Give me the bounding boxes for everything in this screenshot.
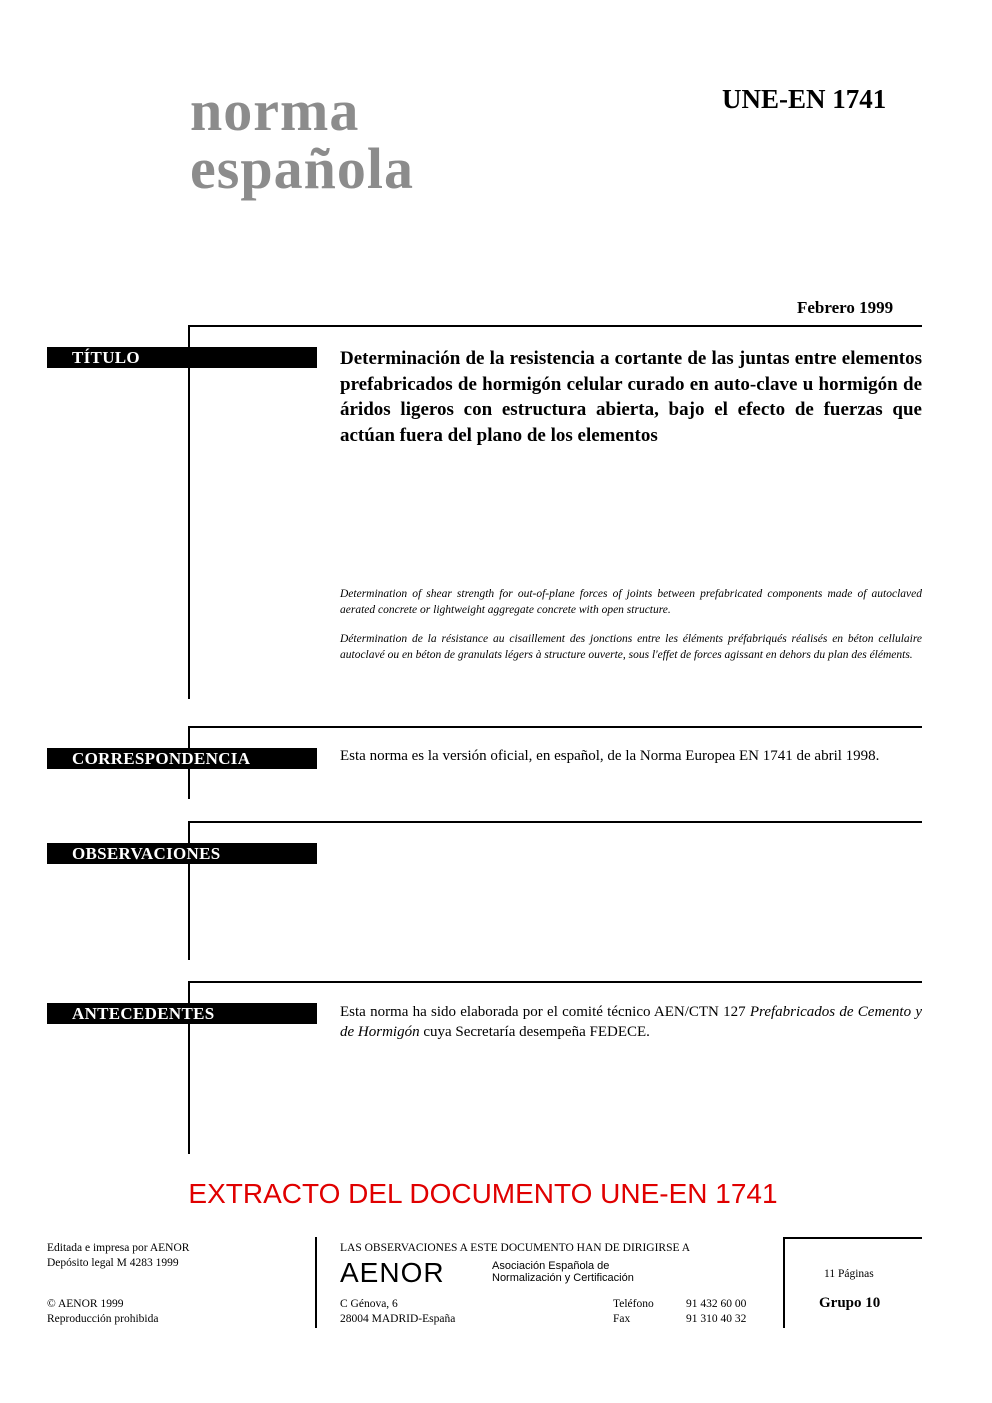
correspondencia-text: Esta norma es la versión oficial, en español, de la Norma Europea EN 1741 de abril 1998. [340,748,880,764]
titulo-text: Determinación de la resistencia a cortante de las juntas entre elementos prefabricados de hormigón celular curado en auto-clave u hormigón de áridos ligeros con estructura abierta, bajo el efecto de fuerzas que actúan fuera del plano de los elementos [340,348,922,446]
norma-espanola-heading [190,78,414,201]
footer-observaciones-dirigir: LAS OBSERVACIONES A ESTE DOCUMENTO HAN DE DIRIGIRSE A [340,1242,691,1254]
standard-code: UNE-EN 1741 [722,84,887,114]
espanola-word: española [190,136,414,201]
footer-right-top-rule [783,1237,922,1239]
footer-left-divider [315,1237,317,1328]
fax-value: 91 310 40 32 [686,1313,747,1325]
titulo-top-rule [188,325,922,327]
price-group: Grupo 10 [819,1295,881,1311]
antecedentes-text-start: Esta norma ha sido elaborada por el comité técnico AEN/CTN 127 [340,1004,750,1020]
footer-deposito: Depósito legal M 4283 1999 [47,1257,179,1269]
aenor-fullname [492,1260,634,1284]
titulo-english: Determination of shear strength for out-of-plane forces of joints between prefabricated components made of autoclaved aerated concrete or lightweight aggregate concrete with open structure. [340,588,922,616]
aenor-fullname-line2: Normalización y Certificación [492,1272,634,1284]
address-street: C Génova, 6 [340,1298,398,1310]
aenor-fullname-line1: Asociación Española de [492,1260,610,1272]
antecedentes-text-end: cuya Secretaría desempeña FEDECE. [419,1024,650,1040]
footer-copyright: © AENOR 1999 [47,1298,124,1310]
observaciones-top-rule [188,821,922,823]
antecedentes-committee-name: Prefabricados de Cemento y de Hormigón [340,1004,923,1040]
titulo-label: TÍTULO [47,347,317,368]
telefono-value: 91 432 60 00 [686,1298,747,1310]
antecedentes-top-rule [188,981,922,983]
norma-word: norma [190,78,360,143]
observaciones-vertical-rule [188,821,190,960]
publication-date: Febrero 1999 [797,298,894,317]
page-count: 11 Páginas [824,1268,874,1280]
antecedentes-text [340,1002,922,1042]
observaciones-label: OBSERVACIONES [47,843,317,864]
footer-edited: Editada e impresa por AENOR [47,1242,190,1254]
fax-label: Fax [613,1313,631,1325]
telefono-label: Teléfono [613,1298,654,1310]
antecedentes-label: ANTECEDENTES [47,1003,317,1024]
address-city: 28004 MADRID-España [340,1313,456,1325]
extract-notice: EXTRACTO DEL DOCUMENTO UNE-EN 1741 [188,1178,778,1209]
titulo-french: Détermination de la résistance au cisaillement des jonctions entre les éléments préfabriqués réalisés en béton cellulaire autoclavé ou en béton de granulats légers à structure ouverte, sous l'effet de forces agissant en dehors du plan des éléments. [340,633,922,661]
correspondencia-top-rule [188,726,922,728]
aenor-logo: AENOR [340,1257,445,1288]
footer-right-divider [783,1237,785,1328]
correspondencia-label: CORRESPONDENCIA [47,748,317,769]
footer-reproduccion: Reproducción prohibida [47,1313,159,1325]
titulo-vertical-rule [188,325,190,699]
